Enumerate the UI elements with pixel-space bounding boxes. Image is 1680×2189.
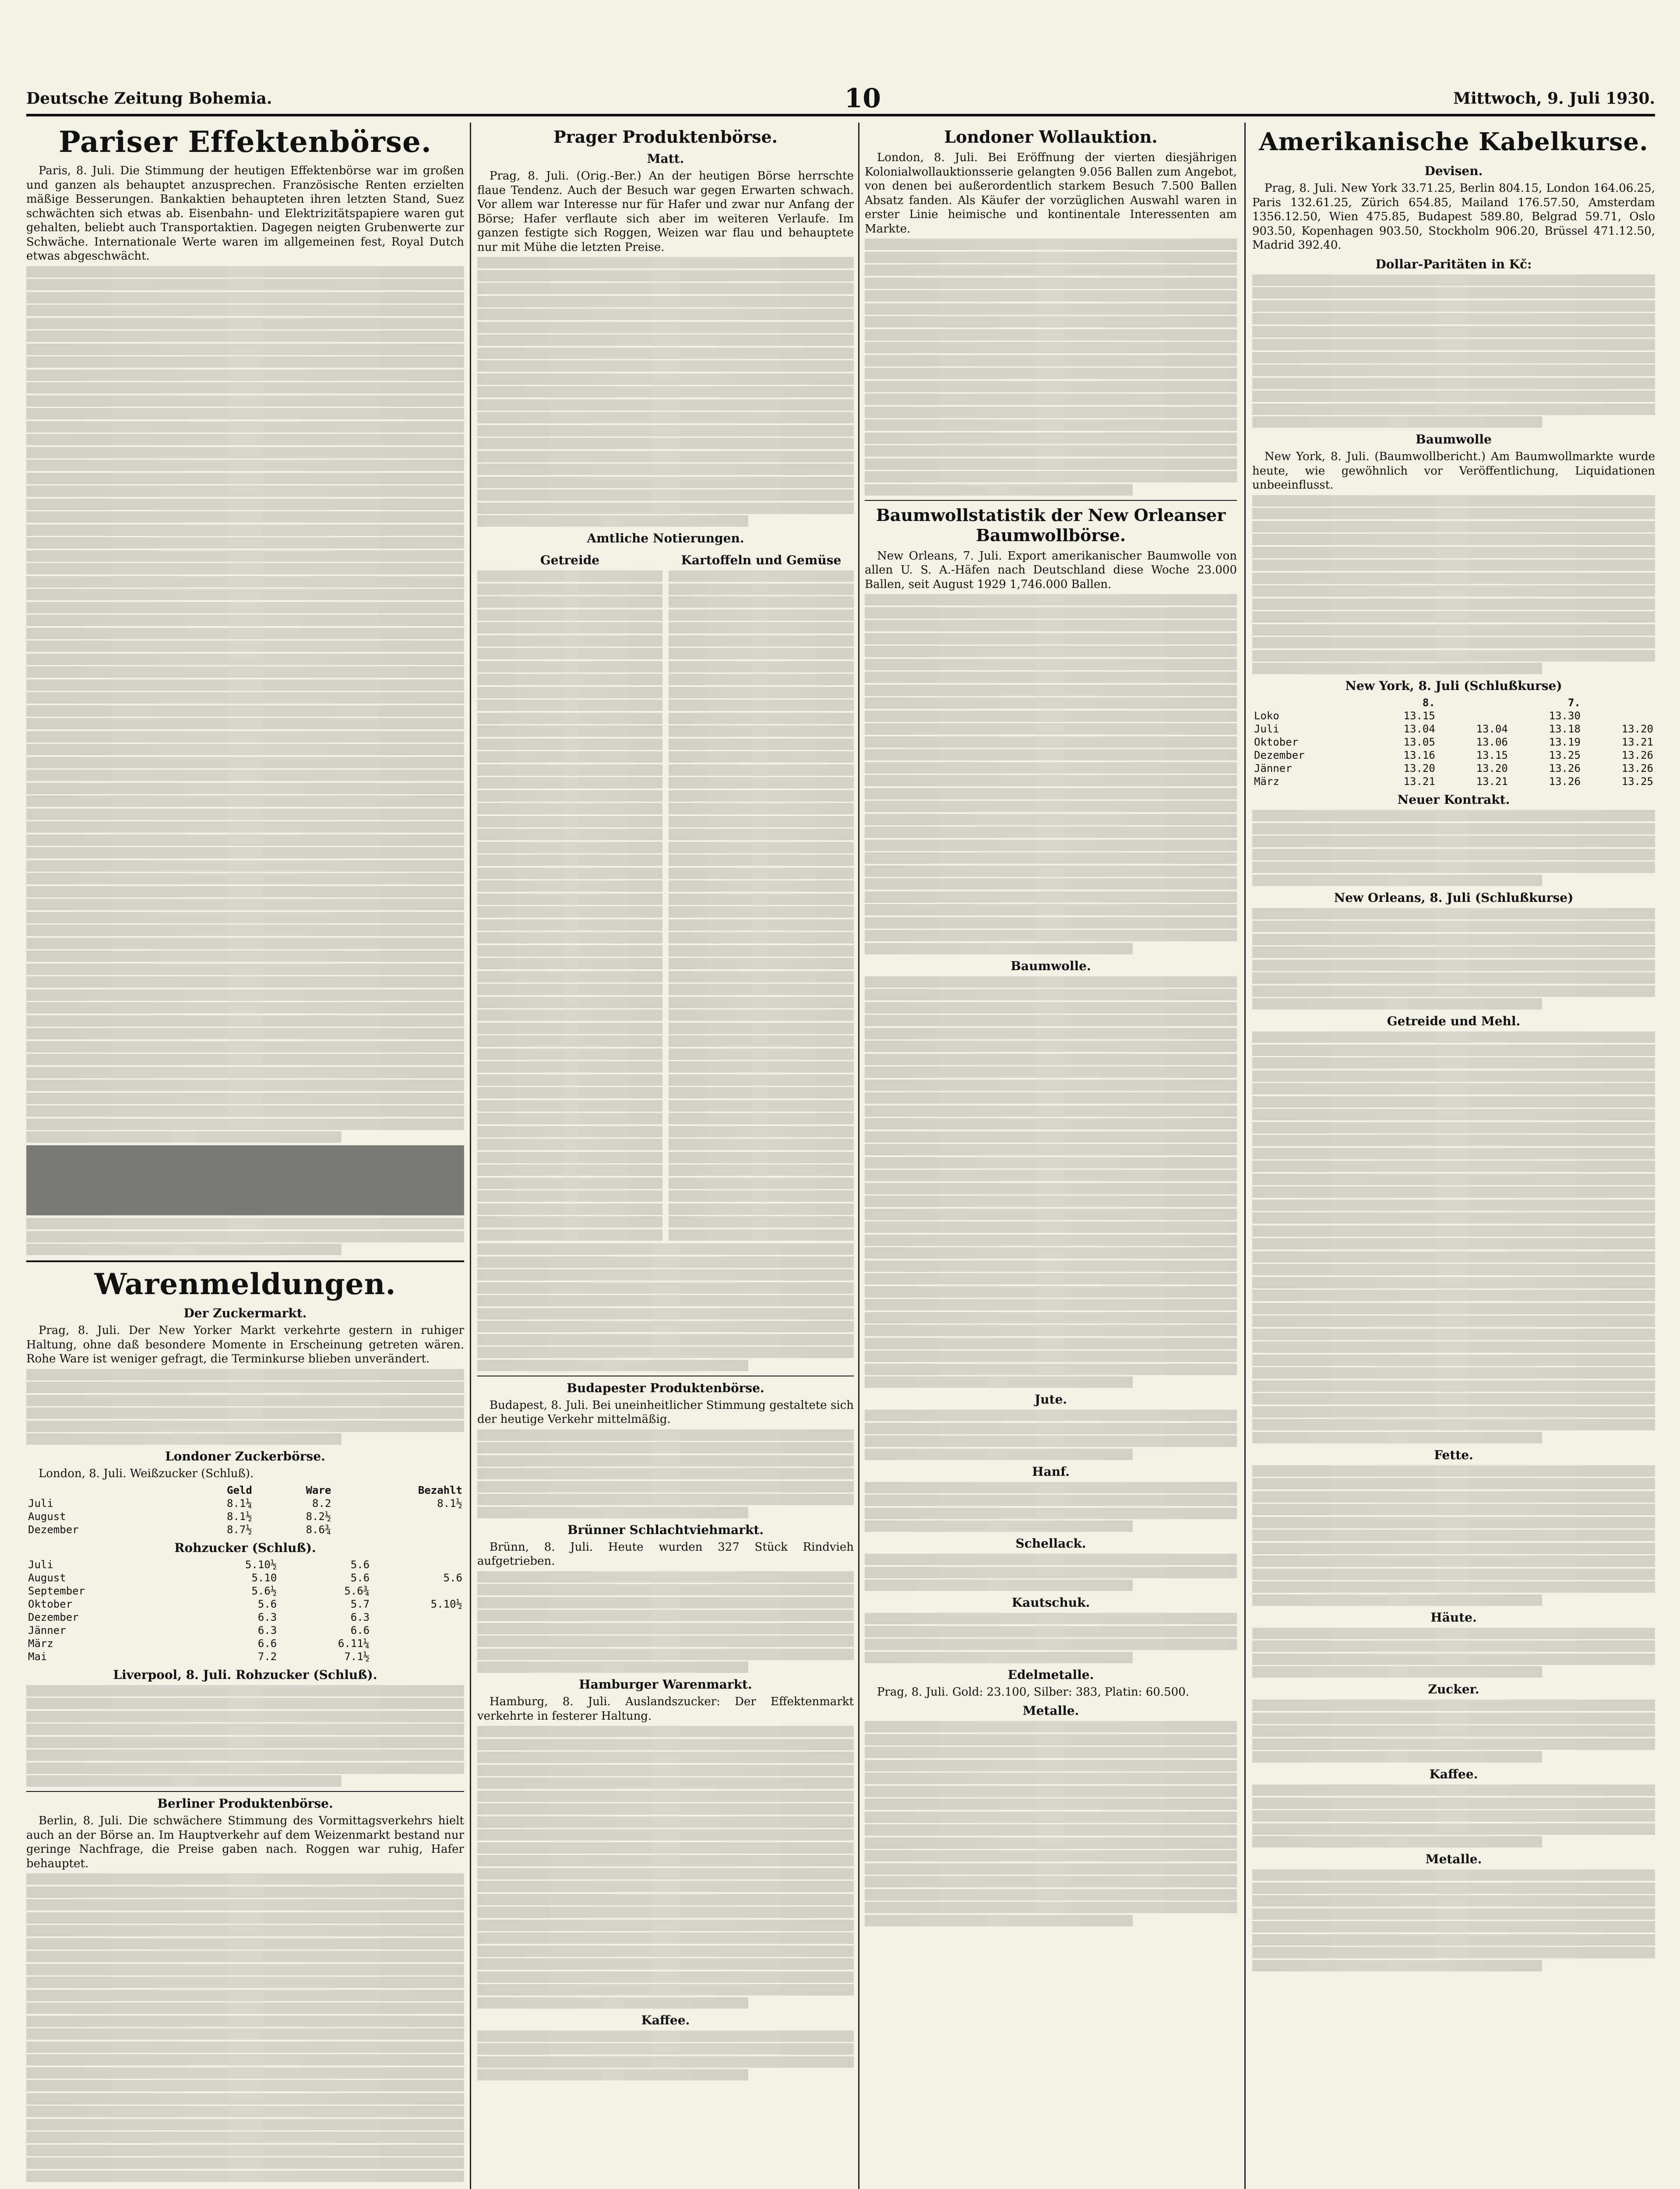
sub-heading-devisen: Devisen. xyxy=(1424,164,1483,178)
table-row xyxy=(1252,775,1655,788)
table-cell: Oktober xyxy=(1254,736,1299,748)
masthead xyxy=(26,83,1655,116)
table-row xyxy=(1252,762,1655,775)
sub-heading-rohzucker: Rohzucker (Schluß). xyxy=(174,1540,316,1555)
table-cell: 13.18 xyxy=(1549,723,1581,735)
sub-heading-london-zucker: Londoner Zuckerbörse. xyxy=(165,1449,325,1464)
issue-date: Mittwoch, 9. Juli 1930. xyxy=(1453,89,1655,108)
table-cell: Dezember xyxy=(1254,749,1305,761)
table-cell: 8.6¾ xyxy=(306,1523,331,1536)
sub-heading-newyork: New York, 8. Juli (Schlußkurse) xyxy=(1345,679,1562,693)
section-heading-waren: Warenmeldungen. xyxy=(94,1267,396,1301)
bw-report: New York, 8. Juli. (Baumwollbericht.) Am Baumwollmarkte wurde heute, wie gewöhnlich vor Veröffentlichung, Liquidationen unbeeinflusst. xyxy=(1252,450,1655,492)
section-heading-amerik: Amerikanische Kabelkurse. xyxy=(1259,127,1648,156)
table-cell: 13.26 xyxy=(1549,775,1581,788)
table-cell: 8.2 xyxy=(312,1497,331,1510)
table-row xyxy=(26,1571,464,1584)
table-row xyxy=(26,1650,464,1663)
table-cell: 13.20 xyxy=(1621,723,1653,735)
table-cell: 13.30 xyxy=(1549,710,1581,722)
sub-heading-jute: Jute. xyxy=(1034,1392,1067,1407)
table-cell xyxy=(1437,709,1510,722)
column-rule xyxy=(858,123,859,2189)
table-cell: 13.16 xyxy=(1403,749,1435,761)
page-number: 10 xyxy=(844,83,881,114)
table-cell: 13.06 xyxy=(1476,736,1508,748)
sub-heading-berliner: Berliner Produktenbörse. xyxy=(157,1796,333,1811)
table-cell: 5.7 xyxy=(350,1598,370,1610)
table-row xyxy=(26,1558,464,1571)
column-3 xyxy=(865,123,1237,2189)
sub-heading-hamburger: Hamburger Warenmarkt. xyxy=(579,1677,752,1692)
sub-heading-getreide: Getreide und Mehl. xyxy=(1387,1014,1521,1028)
sub-heading-edelmetalle: Edelmetalle. xyxy=(1007,1667,1094,1682)
section-heading-wolle: Londoner Wollauktion. xyxy=(944,127,1158,147)
sub-heading-baumwolle: Baumwolle xyxy=(1416,432,1492,447)
table-cell: 6.11¼ xyxy=(338,1637,370,1650)
table-cell xyxy=(1582,709,1655,722)
table-row xyxy=(26,1624,464,1637)
table-cell: 5.6¾ xyxy=(344,1584,370,1597)
table-cell: 13.20 xyxy=(1403,762,1435,774)
table-cell: 5.6 xyxy=(350,1571,370,1584)
table-cell: 5.6 xyxy=(350,1558,370,1571)
table-cell: Juli xyxy=(28,1558,53,1571)
sub-heading-dollar: Dollar-Paritäten in Kč: xyxy=(1375,257,1532,271)
section-heading-prager: Prager Produktenbörse. xyxy=(553,127,778,147)
table-cell: 13.05 xyxy=(1403,736,1435,748)
table-cell: 13.04 xyxy=(1476,723,1508,735)
table-cell: September xyxy=(28,1584,85,1597)
table-cell: Oktober xyxy=(28,1598,73,1610)
table-cell: 7.2 xyxy=(257,1650,277,1663)
table-cell: 6.3 xyxy=(257,1624,277,1636)
table-cell: 13.15 xyxy=(1476,749,1508,761)
table-cell: August xyxy=(28,1571,66,1584)
sub-heading-neuer: Neuer Kontrakt. xyxy=(1397,792,1510,807)
table-cell: 6.6 xyxy=(350,1624,370,1636)
sub-heading-schellack: Schellack. xyxy=(1015,1536,1086,1551)
table-row xyxy=(1252,722,1655,736)
table-cell: 13.20 xyxy=(1476,762,1508,774)
table-cell: 5.10 xyxy=(251,1571,277,1584)
zucker-report: Prag, 8. Juli. Der New Yorker Markt verkehrte gestern in ruhiger Haltung, ohne daß besondere Momente in Erscheinung getreten wären. Rohe Ware ist weniger gefragt, die Terminkurse blieben unverändert. xyxy=(26,1324,464,1365)
table-cell: 5.10½ xyxy=(430,1598,462,1610)
table-cell xyxy=(333,1523,464,1536)
table-cell: Loko xyxy=(1254,710,1279,722)
statistik-report: New Orleans, 7. Juli. Export amerikanischer Baumwolle von allen U. S. A.-Häfen nach Deutschland diese Woche 23.000 Ballen, seit August 1929 1,746.000 Ballen. xyxy=(865,549,1237,591)
table-header xyxy=(26,1484,175,1497)
column-2 xyxy=(477,123,854,2189)
table-cell: 13.26 xyxy=(1621,762,1653,774)
table-cell xyxy=(371,1611,464,1624)
table-cell: 13.21 xyxy=(1403,775,1435,788)
sub-heading-zucker: Der Zuckermarkt. xyxy=(183,1306,307,1320)
column-rule xyxy=(470,123,471,2189)
table-cell xyxy=(371,1584,464,1598)
sub-heading-hanf: Hanf. xyxy=(1032,1464,1070,1479)
sub-heading-bruenner: Brünner Schlachtviehmarkt. xyxy=(567,1522,764,1537)
table-row xyxy=(26,1497,464,1510)
table-header xyxy=(1582,696,1655,709)
table-cell xyxy=(333,1510,464,1523)
table-cell: Dezember xyxy=(28,1523,79,1536)
sub-heading-metalle: Metalle. xyxy=(1425,1852,1482,1866)
table-row xyxy=(26,1598,464,1611)
table-header: Ware xyxy=(306,1484,331,1496)
sub-heading-getreide: Getreide xyxy=(540,553,600,567)
devisen-report: Prag, 8. Juli. New York 33.71.25, Berlin 804.15, London 164.06.25, Paris 132.61.25, Zürich 654.85, Mailand 176.57.50, Amsterdam 1356.12.50, Wien 475.85, Budapest 589.80, Belgrad 59.71, Oslo 903.50, Kopenhagen 903.50, Stockholm 906.20, Brüssel 471.12.50, Madrid 392.40. xyxy=(1252,182,1655,252)
table-cell xyxy=(371,1624,464,1637)
table-row xyxy=(26,1637,464,1650)
table-cell: 13.19 xyxy=(1549,736,1581,748)
sub-heading-notierungen: Amtliche Notierungen. xyxy=(587,531,744,545)
table-cell: 8.2½ xyxy=(306,1510,331,1523)
sub-heading-liverpool: Liverpool, 8. Juli. Rohzucker (Schluß). xyxy=(113,1667,377,1682)
table-cell: 6.3 xyxy=(350,1611,370,1623)
london-zucker-table xyxy=(26,1484,464,1536)
table-header: 7. xyxy=(1567,697,1581,709)
table-cell xyxy=(371,1650,464,1663)
table-cell: 7.1½ xyxy=(344,1650,370,1663)
table-row xyxy=(26,1584,464,1598)
sub-heading-metalle: Metalle. xyxy=(1022,1703,1079,1718)
table-header xyxy=(1252,696,1364,709)
table-row xyxy=(26,1510,464,1523)
table-cell: 8.7½ xyxy=(227,1523,252,1536)
table-header: 8. xyxy=(1422,697,1435,709)
wolle-report: London, 8. Juli. Bei Eröffnung der vierten diesjährigen Kolonialwollauktionsserie gelangten 9.056 Ballen zum Angebot, von denen bei außerordentlich starkem Besuch 7.500 Ballen Absatz fanden. Als Käufer der vorzüglichen Auswahl waren in erster Linie heimische und kontinentale Interessenten am Markte. xyxy=(865,151,1237,236)
budapest-report: Budapest, 8. Juli. Bei uneinheitlicher Stimmung gestaltete sich der heutige Verkehr mittelmäßig. xyxy=(477,1398,854,1426)
table-cell: 13.26 xyxy=(1621,749,1653,761)
table-cell: 13.25 xyxy=(1621,775,1653,788)
newyork-bw-table xyxy=(1252,696,1655,788)
table-row xyxy=(1252,736,1655,749)
table-row xyxy=(26,1611,464,1624)
edelmetalle-report: Prag, 8. Juli. Gold: 23.100, Silber: 383, Platin: 60.500. xyxy=(877,1685,1190,1699)
table-cell: 6.3 xyxy=(257,1611,277,1623)
table-cell: 8.1½ xyxy=(227,1510,252,1523)
table-cell: Dezember xyxy=(28,1611,79,1623)
table-cell: März xyxy=(1254,775,1279,788)
table-cell: März xyxy=(28,1637,53,1650)
table-cell: Juli xyxy=(1254,723,1279,735)
table-cell: 13.26 xyxy=(1549,762,1581,774)
table-cell: 13.15 xyxy=(1403,710,1435,722)
table-cell: 6.6 xyxy=(257,1637,277,1650)
table-cell: 5.10½ xyxy=(245,1558,277,1571)
table-cell: Juli xyxy=(28,1497,53,1510)
table-header: Bezahlt xyxy=(418,1484,462,1496)
table-cell: 13.21 xyxy=(1476,775,1508,788)
berlin-report: Berlin, 8. Juli. Die schwächere Stimmung des Vormittagsverkehrs hielt auch an der Börse an. Im Hauptverkehr auf dem Weizenmarkt bestand nur geringe Nachfrage, die Preise gaben nach. Roggen war ruhig, Hafer behauptet. xyxy=(26,1814,464,1870)
table-cell: 5.6 xyxy=(257,1598,277,1610)
rohzucker-table xyxy=(26,1558,464,1663)
table-cell xyxy=(371,1637,464,1650)
column-4 xyxy=(1252,123,1655,2189)
sub-heading-budapest: Budapester Produktenbörse. xyxy=(567,1380,764,1395)
prager-report: Prag, 8. Juli. (Orig.-Ber.) An der heutigen Börse herrschte flaue Tendenz. Auch der Besuch war gegen Erwarten schwach. Vor allem war Interesse nur für Hafer und zwar nur Anfang der Börse; Hafer verflaute sich aber im weiteren Verlaufe. Im ganzen festigte sich Roggen, Weizen war flau und behauptete nur mit Mühe die letzten Preise. xyxy=(477,169,854,254)
paris-report: Paris, 8. Juli. Die Stimmung der heutigen Effektenbörse war im großen und ganzen als behauptet anzusprechen. Französische Renten erzielten mäßige Besserungen. Bankaktien behaupteten ihren letzten Stand, Suez schwächten sich etwas ab. Eisenbahn- und Elektrizitätspapiere waren gut gehalten, beliebt auch Transportaktien. Dagegen neigten Grubenwerte zur Schwäche. Internationale Werte waren im allgemeinen fest, Royal Dutch etwas abgeschwächt. xyxy=(26,164,464,263)
sub-heading-baumwolle: Baumwolle. xyxy=(1011,958,1091,973)
table-cell: August xyxy=(28,1510,66,1523)
table-row xyxy=(26,1523,464,1536)
sub-heading-kartoffeln: Kartoffeln und Gemüse xyxy=(681,553,842,567)
paper-title: Deutsche Zeitung Bohemia. xyxy=(26,89,272,108)
table-cell: 8.1¼ xyxy=(227,1497,252,1510)
table-cell: 13.21 xyxy=(1621,736,1653,748)
section-heading-statistik: Baumwollstatistik der New Orleanser Baumwollbörse. xyxy=(876,505,1226,545)
table-cell: 5.6 xyxy=(443,1571,462,1584)
table-header xyxy=(1437,696,1510,709)
sub-heading-zucker: Zucker. xyxy=(1428,1682,1479,1696)
table-cell: 8.1½ xyxy=(437,1497,462,1510)
sub-heading-kautschuk: Kautschuk. xyxy=(1011,1595,1090,1610)
bruenn-report: Brünn, 8. Juli. Heute wurden 327 Stück Rindvieh aufgetrieben. xyxy=(477,1540,854,1568)
sub-heading-orleans: New Orleans, 8. Juli (Schlußkurse) xyxy=(1334,890,1574,905)
table-cell: Mai xyxy=(28,1650,47,1663)
table-row xyxy=(1252,749,1655,762)
sub-heading-kaffee: Kaffee. xyxy=(641,2013,690,2027)
hamburg-report: Hamburg, 8. Juli. Auslandszucker: Der Effektenmarkt verkehrte in festerer Haltung. xyxy=(477,1695,854,1723)
table-cell: Jänner xyxy=(1254,762,1292,774)
table-cell xyxy=(371,1558,464,1571)
london-zucker-line: London, 8. Juli. Weißzucker (Schluß). xyxy=(39,1467,254,1480)
column-1 xyxy=(26,123,464,2189)
sub-heading-haeute: Häute. xyxy=(1430,1610,1477,1625)
ink-stain xyxy=(26,1145,464,1215)
sub-heading-fette: Fette. xyxy=(1434,1447,1473,1462)
table-cell: 13.25 xyxy=(1549,749,1581,761)
table-cell: Jänner xyxy=(28,1624,66,1636)
section-heading-paris: Pariser Effektenbörse. xyxy=(59,125,432,159)
sub-heading-kaffee: Kaffee. xyxy=(1429,1767,1478,1781)
table-header: Geld xyxy=(227,1484,252,1496)
table-cell: 5.6½ xyxy=(251,1584,277,1597)
sub-heading-matt: Matt. xyxy=(647,151,684,166)
column-rule xyxy=(1244,123,1246,2189)
table-cell: 13.04 xyxy=(1403,723,1435,735)
table-row xyxy=(1252,709,1655,722)
